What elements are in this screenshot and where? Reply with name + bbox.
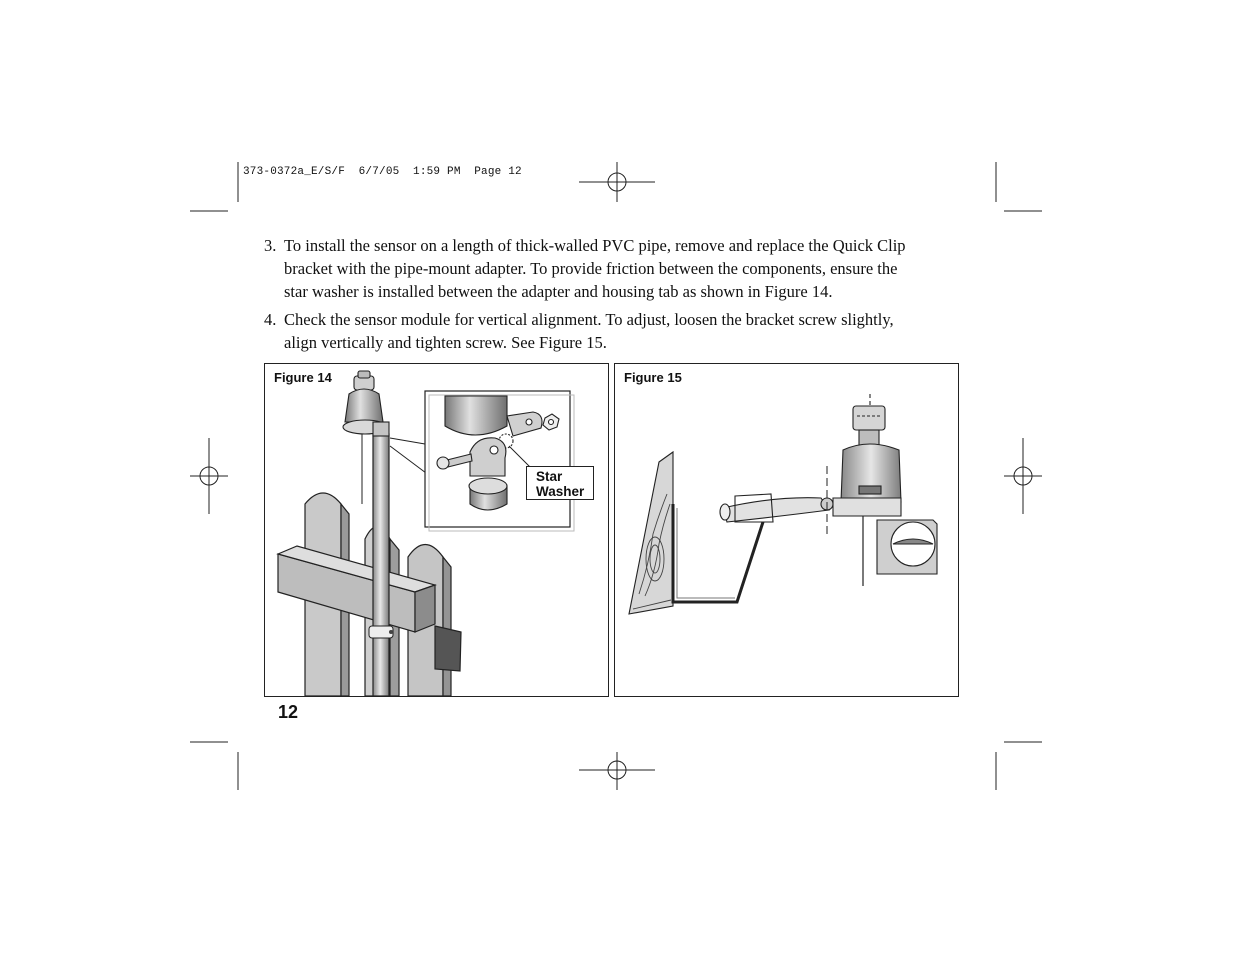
step-4 [264,308,954,354]
step-3-number: 3. [264,236,277,255]
page-number: 12 [278,702,299,722]
step-3-line-3: star washer is installed between the adapter and housing tab as shown in Figure 14. [284,282,833,301]
step-4-number: 4. [264,310,277,329]
figure-15-illustration [615,364,958,696]
step-4-line-2: align vertically and tighten screw. See Figure 15. [284,333,607,352]
step-3-line-2: bracket with the pipe-mount adapter. To provide friction between the components, ensure the [284,259,898,278]
step-3 [264,234,954,303]
callout-line-2: Washer [536,484,585,499]
step-3-line-1: To install the sensor on a length of thick-walled PVC pipe, remove and replace the Quick Clip [284,236,906,255]
figure-14-illustration [265,364,608,696]
figure-14-label: Figure 14 [274,370,332,385]
callout-line-1: Star [536,469,563,484]
figure-14 [264,363,609,697]
figure-15-label: Figure 15 [624,370,682,385]
figure-15 [614,363,959,697]
step-4-line-1: Check the sensor module for vertical alignment. To adjust, loosen the bracket screw slightly, [284,310,894,329]
file-slug-line: 373-0372a_E/S/F 6/7/05 1:59 PM Page 12 [243,166,522,178]
star-washer-callout [526,466,594,500]
